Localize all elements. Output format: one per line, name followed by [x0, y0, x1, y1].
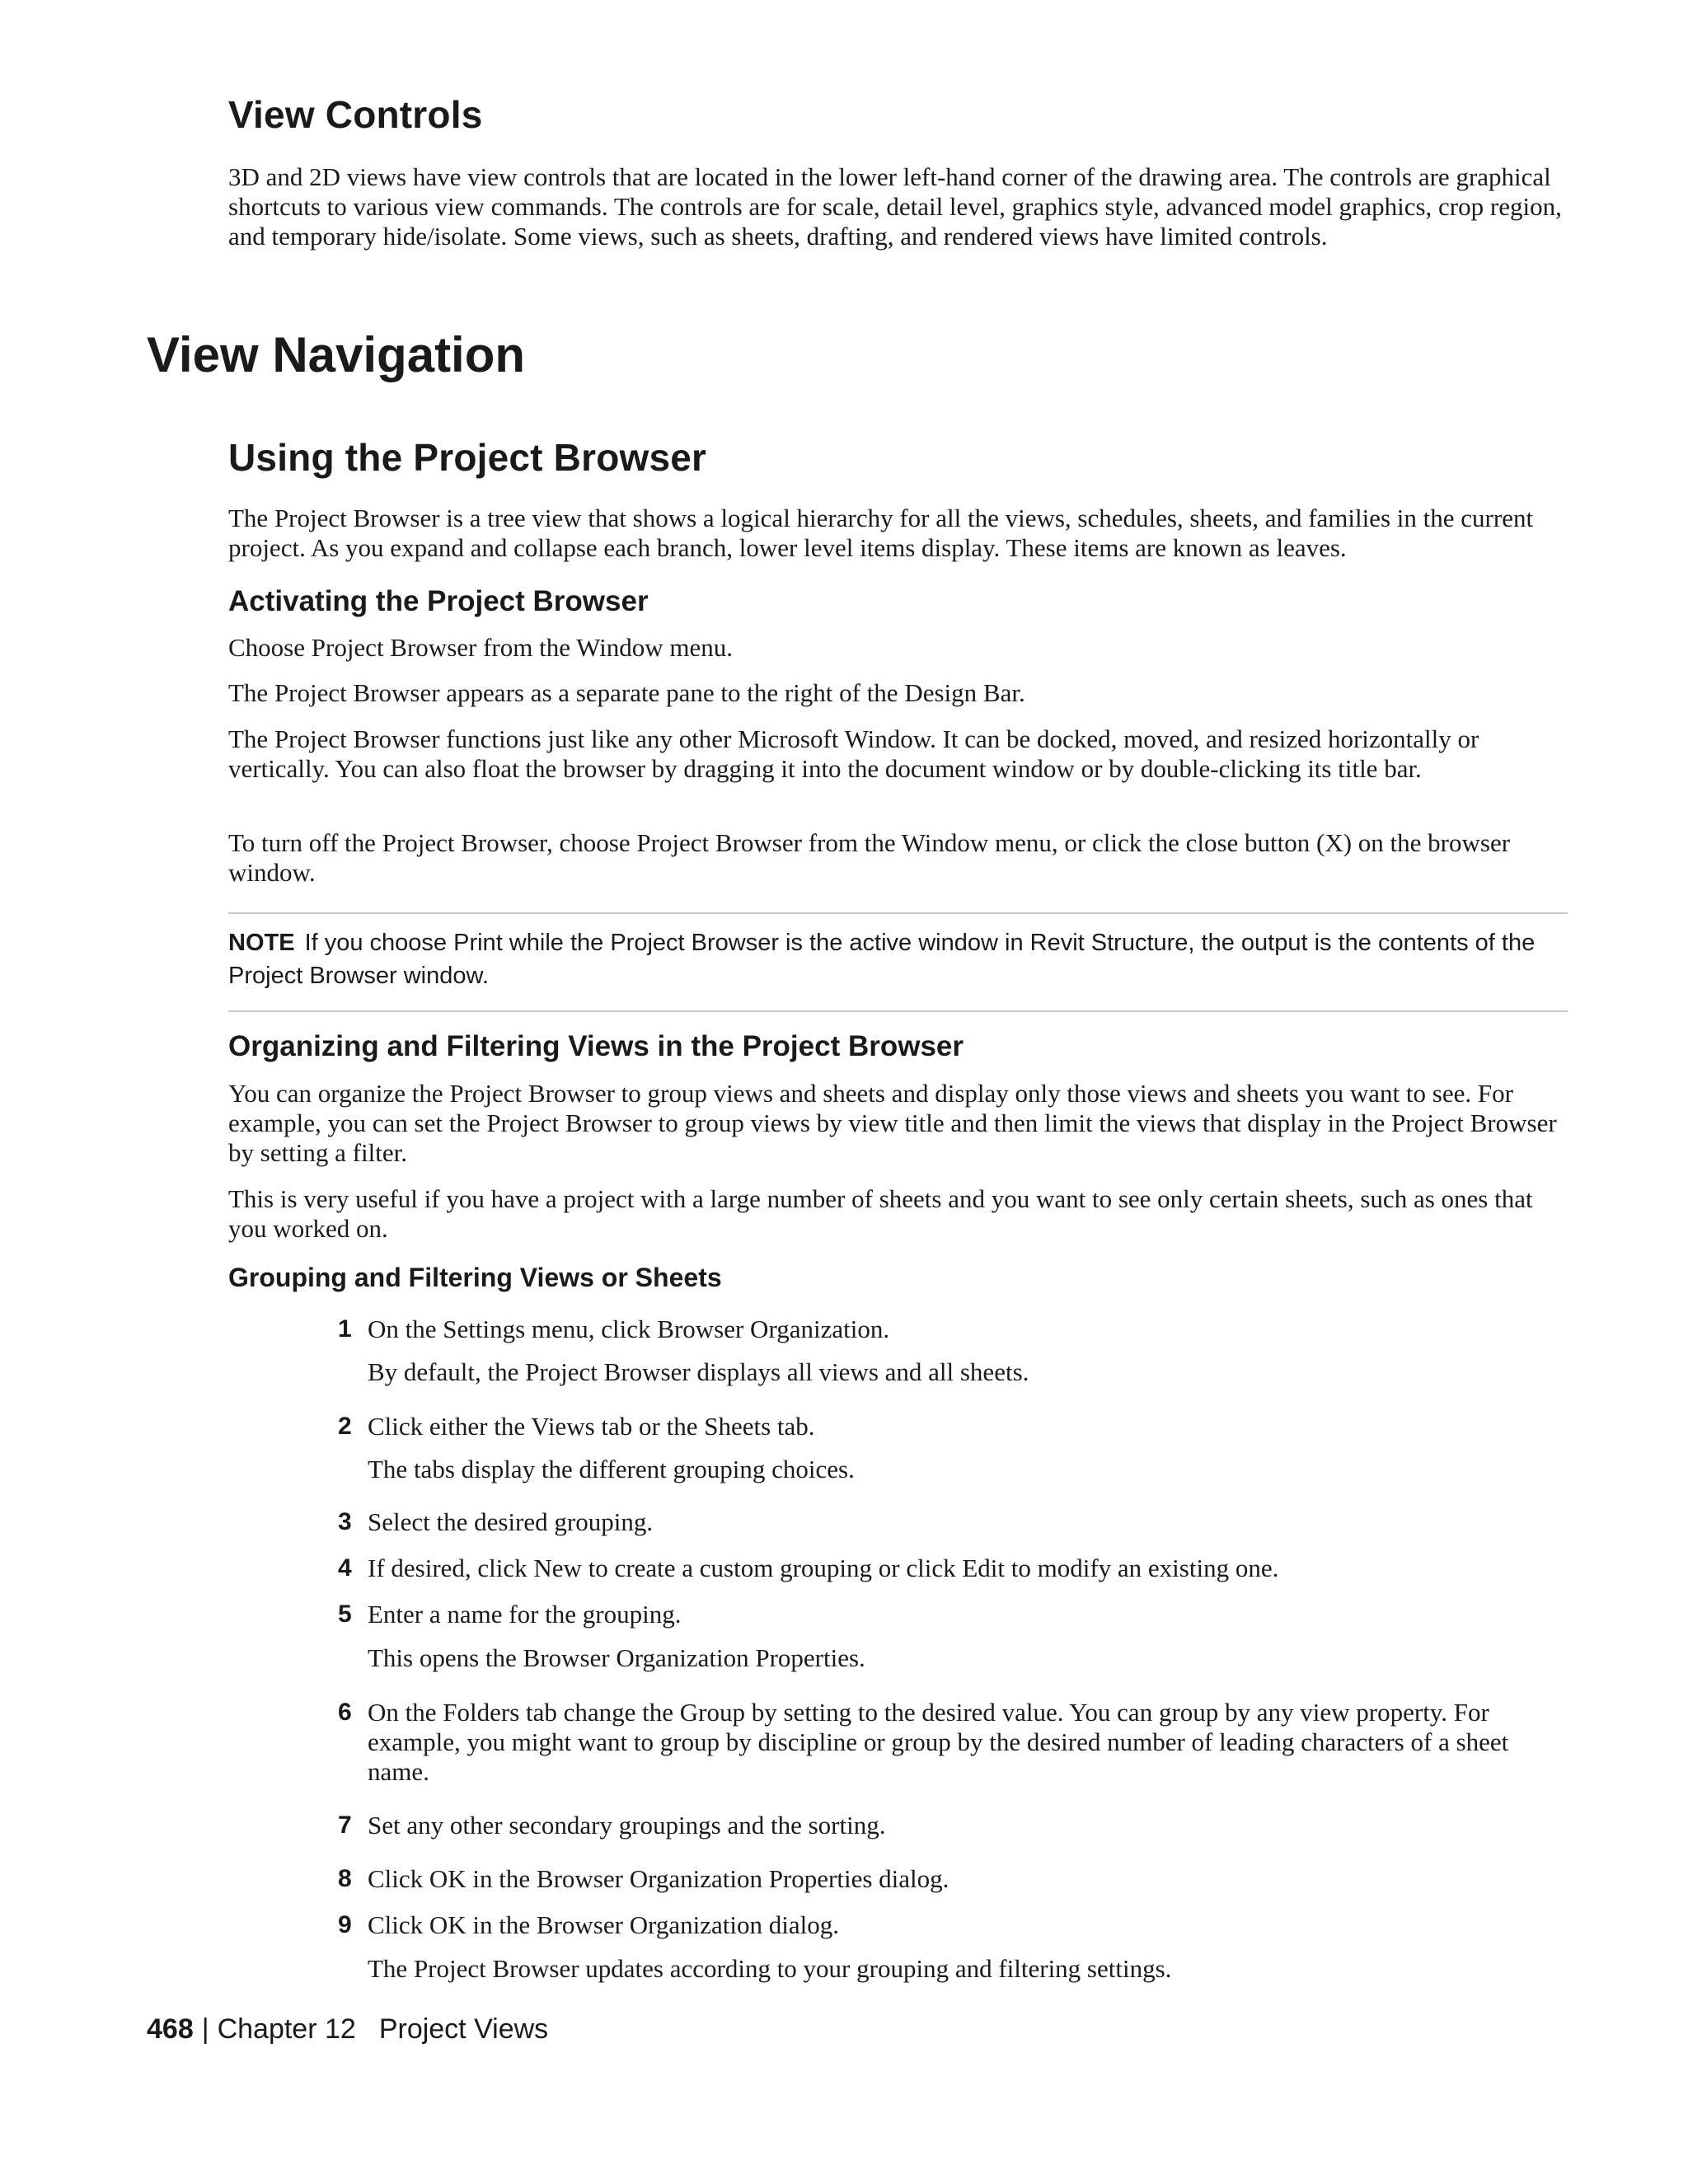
note-label: NOTE	[228, 930, 295, 956]
step-result: The Project Browser updates according to your grouping and filtering settings.	[368, 1954, 1172, 1983]
step-text: Set any other secondary groupings and the sorting.	[368, 1811, 886, 1840]
note-block	[228, 926, 1568, 992]
section-heading-project-browser: Using the Project Browser	[228, 436, 707, 479]
step-number: 4	[338, 1554, 352, 1582]
procedure-heading: Grouping and Filtering Views or Sheets	[228, 1263, 722, 1292]
step-number: 5	[338, 1601, 352, 1628]
step-text: On the Folders tab change the Group by setting to the desired value. You can group by any view property. For example, you might want to group by discipline or group by the desired number of leading characters of a sheet name.	[368, 1698, 1509, 1786]
footer-chapter: Chapter 12	[217, 2013, 356, 2045]
footer-separator: |	[201, 2013, 209, 2045]
view-controls-paragraph: 3D and 2D views have view controls that are located in the lower left-hand corner of the drawing area. The controls are graphical shortcuts to various view commands. The controls are for scale, detail level, graphics style, advanced model graphics, crop region, and temporary hide/isolate. Some views, such as sheets, drafting, and rendered views have limited controls.	[228, 162, 1562, 251]
page-footer	[147, 2013, 548, 2046]
section-heading-view-controls: View Controls	[228, 93, 483, 136]
step-number: 1	[338, 1315, 352, 1343]
note-text: If you choose Print while the Project Browser is the active window in Revit Structure, the output is the contents of the Project Browser window.	[228, 930, 1536, 989]
step-text: If desired, click New to create a custom grouping or click Edit to modify an existing one.	[368, 1554, 1279, 1582]
step-number: 6	[338, 1699, 352, 1726]
step-text: Enter a name for the grouping.	[368, 1600, 682, 1629]
activating-paragraph-4: To turn off the Project Browser, choose Project Browser from the Window menu, or click the close button (X) on the browser window.	[228, 828, 1511, 887]
step-number: 8	[338, 1865, 352, 1892]
step-number: 9	[338, 1911, 352, 1938]
step-result: This opens the Browser Organization Properties.	[368, 1643, 865, 1672]
project-browser-paragraph: The Project Browser is a tree view that shows a logical hierarchy for all the views, schedules, sheets, and families in the current project. As you expand and collapse each branch, lower level items display. These items are known as leaves.	[228, 504, 1534, 562]
note-top-rule	[228, 912, 1568, 914]
step-text: Click OK in the Browser Organization dialog.	[368, 1910, 839, 1939]
step-text: Click OK in the Browser Organization Properties dialog.	[368, 1864, 950, 1893]
step-result: The tabs display the different grouping choices.	[368, 1455, 855, 1483]
page-number: 468	[147, 2013, 194, 2045]
chapter-heading-view-navigation: View Navigation	[147, 327, 526, 382]
note-bottom-rule	[228, 1010, 1568, 1012]
activating-paragraph-1: Choose Project Browser from the Window menu.	[228, 633, 734, 662]
step-result: By default, the Project Browser displays all views and all sheets.	[368, 1357, 1029, 1386]
organizing-paragraph-1: You can organize the Project Browser to group views and sheets and display only those views and sheets you want to see. For example, you can set the Project Browser to group views by view title and then limit the views that display in the Project Browser by setting a filter.	[228, 1079, 1557, 1167]
subheading-organizing: Organizing and Filtering Views in the Project Browser	[228, 1030, 964, 1062]
footer-chapter-title: Project Views	[378, 2013, 549, 2045]
activating-paragraph-2: The Project Browser appears as a separate pane to the right of the Design Bar.	[228, 678, 1025, 707]
step-text: Click either the Views tab or the Sheets tab.	[368, 1412, 815, 1441]
step-text: Select the desired grouping.	[368, 1507, 654, 1536]
step-number: 7	[338, 1811, 352, 1839]
activating-paragraph-3: The Project Browser functions just like any other Microsoft Window. It can be docked, moved, and resized horizontally or vertically. You can also float the browser by dragging it into the document window or by double-clicking its title bar.	[228, 724, 1479, 783]
step-number: 2	[338, 1413, 352, 1440]
step-number: 3	[338, 1508, 352, 1535]
step-text: On the Settings menu, click Browser Organization.	[368, 1315, 890, 1343]
organizing-paragraph-2: This is very useful if you have a project with a large number of sheets and you want to see only certain sheets, such as ones that you worked on.	[228, 1184, 1533, 1243]
subheading-activating: Activating the Project Browser	[228, 585, 649, 617]
